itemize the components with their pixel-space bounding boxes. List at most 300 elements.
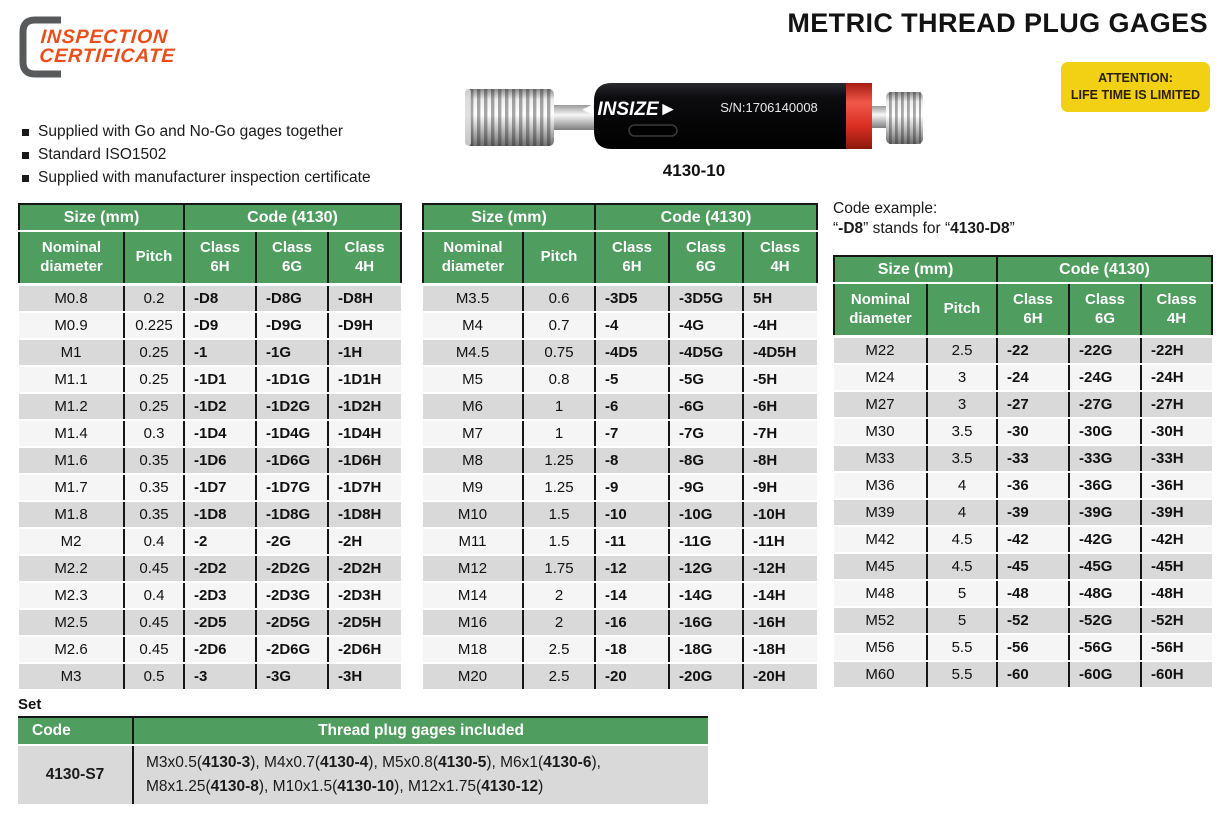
bold-code-text: 4130-D8 [950, 220, 1010, 238]
size-cell: 1.75 [523, 555, 595, 582]
table-row [423, 339, 817, 366]
code-cell: -27G [1069, 391, 1141, 418]
code-cell: -2D3G [256, 582, 328, 609]
code-cell: -33H [1141, 445, 1212, 472]
table-row [423, 393, 817, 420]
code-cell: -7G [669, 420, 743, 447]
code-cell: -7 [595, 420, 669, 447]
plain-text: ), [591, 754, 601, 771]
plain-text: ) [538, 778, 544, 796]
bold-code-text: 4130-8 [210, 778, 259, 796]
size-cell: 3 [927, 391, 997, 418]
code-cell: -1D7G [256, 474, 328, 501]
handle-slot [629, 125, 677, 136]
code-cell: -30 [997, 418, 1069, 445]
code-cell: -52G [1069, 607, 1141, 634]
gage-shaft-right [872, 106, 886, 128]
code-cell: -12G [669, 555, 743, 582]
table-row [423, 366, 817, 393]
table-row [834, 526, 1212, 553]
code-cell: -6 [595, 393, 669, 420]
code-cell: -60H [1141, 661, 1212, 688]
feature-item [22, 123, 371, 141]
size-cell: 0.25 [124, 366, 184, 393]
code-cell: -14 [595, 582, 669, 609]
code-cell: -D8G [256, 285, 328, 313]
set-included-items [133, 745, 708, 804]
code-cell: -33 [997, 445, 1069, 472]
code-cell: -1D6G [256, 447, 328, 474]
size-cell: 0.3 [124, 420, 184, 447]
code-cell: -D8 [184, 285, 256, 313]
size-cell: M3.5 [423, 285, 523, 313]
class-6g-header: Class 6G [1069, 283, 1141, 337]
code-cell: -1D6H [328, 447, 401, 474]
code-cell: -3D5 [595, 285, 669, 313]
sub-header-row [834, 283, 1212, 337]
size-cell: M4 [423, 312, 523, 339]
code-cell: -2D5G [256, 609, 328, 636]
code-cell: -20G [669, 663, 743, 690]
attention-line1: ATTENTION: [1098, 70, 1173, 85]
code-cell: -18H [743, 636, 817, 663]
code-cell: -7H [743, 420, 817, 447]
table-row [19, 420, 401, 447]
plain-text: ), M5x0.8( [368, 754, 439, 771]
code-cell: -2D2G [256, 555, 328, 582]
size-cell: 0.4 [124, 528, 184, 555]
size-cell: M24 [834, 364, 927, 391]
size-cell: M36 [834, 472, 927, 499]
code-cell: -30H [1141, 418, 1212, 445]
code-cell: -1D8 [184, 501, 256, 528]
code-cell: -2G [256, 528, 328, 555]
bold-code-text: 4130-5 [438, 754, 487, 771]
plain-text: ), M12x1.75( [394, 778, 482, 796]
table-row [423, 474, 817, 501]
code-cell: -60 [997, 661, 1069, 688]
code-cell: -52 [997, 607, 1069, 634]
code-cell: -1D6 [184, 447, 256, 474]
size-cell: M56 [834, 634, 927, 661]
table-row [19, 474, 401, 501]
code-cell: -8 [595, 447, 669, 474]
size-cell: 0.45 [124, 555, 184, 582]
logo-text [39, 28, 178, 66]
size-cell: M6 [423, 393, 523, 420]
code-cell: -22 [997, 337, 1069, 365]
size-cell: M2 [19, 528, 124, 555]
size-cell: 0.225 [124, 312, 184, 339]
code-cell: -5 [595, 366, 669, 393]
code-cell: -1D4 [184, 420, 256, 447]
size-cell: 4 [927, 499, 997, 526]
code-cell: -48G [1069, 580, 1141, 607]
code-cell: -8H [743, 447, 817, 474]
code-cell: -1D1G [256, 366, 328, 393]
size-cell: 0.7 [523, 312, 595, 339]
code-cell: -2D5 [184, 609, 256, 636]
code-cell: -24G [1069, 364, 1141, 391]
code-cell: -D9H [328, 312, 401, 339]
size-cell: M1.1 [19, 366, 124, 393]
code-cell: -60G [1069, 661, 1141, 688]
code-cell: -9G [669, 474, 743, 501]
code-cell: -39G [1069, 499, 1141, 526]
code-cell: -1D4H [328, 420, 401, 447]
code-cell: -9 [595, 474, 669, 501]
code-cell: -9H [743, 474, 817, 501]
code-cell: -45 [997, 553, 1069, 580]
size-cell: 0.35 [124, 501, 184, 528]
code-cell: -1D1H [328, 366, 401, 393]
set-code-header: Code [18, 717, 133, 745]
code-cell: -2H [328, 528, 401, 555]
code-cell: -24H [1141, 364, 1212, 391]
product-code-caption: 4130-10 [662, 161, 726, 180]
table-row [423, 636, 817, 663]
code-cell: -10 [595, 501, 669, 528]
code-cell: -18 [595, 636, 669, 663]
thread-plug-gage-photo [463, 76, 925, 164]
size-cell: M1.4 [19, 420, 124, 447]
code-cell: -20 [595, 663, 669, 690]
size-cell: 2 [523, 609, 595, 636]
code-cell: -4D5H [743, 339, 817, 366]
size-cell: M1.2 [19, 393, 124, 420]
code-cell: -14G [669, 582, 743, 609]
code-cell: -11G [669, 528, 743, 555]
set-items-line2 [146, 778, 543, 795]
code-cell: -4H [743, 312, 817, 339]
sub-header-row [423, 231, 817, 285]
size-cell: 2.5 [927, 337, 997, 365]
code-cell: -D9G [256, 312, 328, 339]
size-cell: 5 [927, 607, 997, 634]
attention-line2: LIFE TIME IS LIMITED [1070, 88, 1201, 102]
code-cell: -11 [595, 528, 669, 555]
code-cell: -1D2H [328, 393, 401, 420]
pitch-header: Pitch [523, 231, 595, 285]
size-cell: M2.3 [19, 582, 124, 609]
table-row [834, 418, 1212, 445]
plain-text: ), M6x1( [486, 754, 544, 771]
table-row [19, 582, 401, 609]
size-cell: M2.6 [19, 636, 124, 663]
code-cell: -2D6G [256, 636, 328, 663]
table-row [19, 555, 401, 582]
size-cell: M42 [834, 526, 927, 553]
class-4h-header: Class 4H [328, 231, 401, 285]
code-cell: -10H [743, 501, 817, 528]
table-row [423, 582, 817, 609]
bullet-square-icon [22, 175, 29, 182]
table-row [834, 661, 1212, 688]
size-cell: M20 [423, 663, 523, 690]
size-cell: 0.35 [124, 474, 184, 501]
plain-text: M8x1.25( [146, 778, 211, 796]
code-cell: -2D3 [184, 582, 256, 609]
nominal-diameter-header: Nominal diameter [423, 231, 523, 285]
code-cell: -2D6H [328, 636, 401, 663]
size-cell: M27 [834, 391, 927, 418]
nominal-diameter-header: Nominal diameter [834, 283, 927, 337]
table-row [834, 607, 1212, 634]
feature-item [22, 169, 371, 187]
size-cell: M3 [19, 663, 124, 690]
code-cell: -1D2 [184, 393, 256, 420]
size-cell: 1 [523, 393, 595, 420]
size-cell: M60 [834, 661, 927, 688]
size-cell: 4 [927, 472, 997, 499]
table-row [834, 499, 1212, 526]
feature-text: Supplied with Go and No-Go gages together [38, 123, 344, 140]
size-cell: 0.45 [124, 609, 184, 636]
size-cell: M1.8 [19, 501, 124, 528]
code-cell: -1D1 [184, 366, 256, 393]
code-cell: -D8H [328, 285, 401, 313]
set-table [18, 716, 708, 804]
page-title: METRIC THREAD PLUG GAGES [787, 8, 1208, 38]
feature-text: Standard ISO1502 [38, 146, 167, 163]
code-example-line2 [833, 219, 1015, 239]
code-cell: -36G [1069, 472, 1141, 499]
bold-code-text: 4130-12 [481, 778, 539, 796]
size-cell: M16 [423, 609, 523, 636]
code-cell: -56H [1141, 634, 1212, 661]
code-cell: -27 [997, 391, 1069, 418]
size-code-table-3 [833, 255, 1213, 689]
table-row [423, 528, 817, 555]
size-cell: 5.5 [927, 661, 997, 688]
code-cell: -16 [595, 609, 669, 636]
set-included-header: Thread plug gages included [133, 717, 708, 745]
code-cell: -3H [328, 663, 401, 690]
table-row [19, 285, 401, 313]
sub-header-row [19, 231, 401, 285]
size-cell: 0.5 [124, 663, 184, 690]
class-6g-header: Class 6G [256, 231, 328, 285]
table-row [423, 501, 817, 528]
size-cell: 2.5 [523, 663, 595, 690]
code-cell: -2D2 [184, 555, 256, 582]
code-cell: -45H [1141, 553, 1212, 580]
size-cell: 0.2 [124, 285, 184, 313]
size-cell: 0.6 [523, 285, 595, 313]
size-cell: 1.25 [523, 474, 595, 501]
code-cell: -6G [669, 393, 743, 420]
size-group-header: Size (mm) [19, 204, 184, 231]
nogo-red-band [846, 83, 872, 149]
size-cell: M22 [834, 337, 927, 365]
table-row [423, 555, 817, 582]
table-row [423, 663, 817, 690]
size-cell: 0.75 [523, 339, 595, 366]
code-cell: -4D5 [595, 339, 669, 366]
code-cell: -1D4G [256, 420, 328, 447]
code-cell: -1D7 [184, 474, 256, 501]
set-items-line1 [146, 754, 601, 771]
code-cell: -12H [743, 555, 817, 582]
serial-number-text: S/N:1706140008 [720, 100, 818, 115]
inspection-certificate-logo [18, 12, 208, 82]
size-cell: 1.25 [523, 447, 595, 474]
code-cell: -39 [997, 499, 1069, 526]
code-cell: 5H [743, 285, 817, 313]
table-row [19, 339, 401, 366]
class-6h-header: Class 6H [184, 231, 256, 285]
code-cell: -24 [997, 364, 1069, 391]
class-6h-header: Class 6H [595, 231, 669, 285]
set-data-row [18, 745, 708, 804]
class-4h-header: Class 4H [1141, 283, 1212, 337]
code-cell: -5G [669, 366, 743, 393]
size-cell: 4.5 [927, 553, 997, 580]
size-cell: 0.25 [124, 393, 184, 420]
plain-text: “ [833, 220, 839, 238]
code-cell: -52H [1141, 607, 1212, 634]
table-row [19, 366, 401, 393]
code-group-header: Code (4130) [184, 204, 401, 231]
code-group-header: Code (4130) [595, 204, 817, 231]
size-cell: 1 [523, 420, 595, 447]
size-cell: M14 [423, 582, 523, 609]
size-cell: 0.35 [124, 447, 184, 474]
size-cell: M39 [834, 499, 927, 526]
table-row [19, 528, 401, 555]
size-code-table-1 [18, 203, 402, 691]
code-cell: -27H [1141, 391, 1212, 418]
size-cell: M5 [423, 366, 523, 393]
table-row [834, 472, 1212, 499]
code-cell: -56G [1069, 634, 1141, 661]
table-row [423, 609, 817, 636]
code-cell: -33G [1069, 445, 1141, 472]
code-example [833, 199, 1015, 239]
size-cell: 0.25 [124, 339, 184, 366]
attention-badge [1061, 62, 1210, 112]
size-cell: 4.5 [927, 526, 997, 553]
code-cell: -42 [997, 526, 1069, 553]
code-cell: -45G [1069, 553, 1141, 580]
table-row [19, 663, 401, 690]
table-row [19, 312, 401, 339]
table-row [423, 420, 817, 447]
size-cell: M8 [423, 447, 523, 474]
table-row [19, 609, 401, 636]
code-cell: -D9 [184, 312, 256, 339]
code-cell: -1D2G [256, 393, 328, 420]
table-row [834, 634, 1212, 661]
go-gage-thread [465, 89, 554, 146]
code-cell: -42H [1141, 526, 1212, 553]
size-cell: M1.7 [19, 474, 124, 501]
code-cell: -16G [669, 609, 743, 636]
table-row [423, 285, 817, 313]
insize-brand-text: ◄INSIZE► [578, 99, 678, 120]
size-cell: M4.5 [423, 339, 523, 366]
size-cell: M10 [423, 501, 523, 528]
size-cell: 0.8 [523, 366, 595, 393]
code-cell: -2D2H [328, 555, 401, 582]
code-cell: -1H [328, 339, 401, 366]
code-cell: -1D7H [328, 474, 401, 501]
code-cell: -22H [1141, 337, 1212, 365]
code-cell: -56 [997, 634, 1069, 661]
code-cell: -1 [184, 339, 256, 366]
pitch-header: Pitch [927, 283, 997, 337]
size-cell: 3.5 [927, 445, 997, 472]
size-cell: M12 [423, 555, 523, 582]
code-cell: -1D8G [256, 501, 328, 528]
size-cell: M33 [834, 445, 927, 472]
pitch-header: Pitch [124, 231, 184, 285]
set-header-row [18, 717, 708, 745]
size-cell: 1.5 [523, 501, 595, 528]
feature-item [22, 146, 371, 164]
size-cell: M1.6 [19, 447, 124, 474]
code-cell: -5H [743, 366, 817, 393]
size-cell: 5 [927, 580, 997, 607]
code-cell: -22G [1069, 337, 1141, 365]
code-cell: -2D3H [328, 582, 401, 609]
table-row [423, 312, 817, 339]
code-cell: -3 [184, 663, 256, 690]
size-cell: 3.5 [927, 418, 997, 445]
class-4h-header: Class 4H [743, 231, 817, 285]
size-cell: 1.5 [523, 528, 595, 555]
code-example-line1: Code example: [833, 200, 938, 217]
size-cell: M0.8 [19, 285, 124, 313]
size-cell: 3 [927, 364, 997, 391]
size-cell: 0.4 [124, 582, 184, 609]
code-cell: -3D5G [669, 285, 743, 313]
plain-text: ), M10x1.5( [258, 778, 338, 796]
bold-code-text: -D8 [838, 220, 864, 238]
table-row [834, 553, 1212, 580]
table-row [834, 445, 1212, 472]
table-row [834, 337, 1212, 365]
table-row [19, 501, 401, 528]
plain-text: ” [1009, 220, 1015, 238]
code-cell: -1D8H [328, 501, 401, 528]
code-cell: -16H [743, 609, 817, 636]
code-cell: -36H [1141, 472, 1212, 499]
code-cell: -1G [256, 339, 328, 366]
feature-text: Supplied with manufacturer inspection certificate [38, 169, 371, 186]
feature-list [22, 123, 371, 192]
bold-code-text: 4130-3 [202, 754, 251, 771]
code-cell: -36 [997, 472, 1069, 499]
size-cell: M0.9 [19, 312, 124, 339]
code-cell: -2D6 [184, 636, 256, 663]
size-cell: M2.2 [19, 555, 124, 582]
code-cell: -14H [743, 582, 817, 609]
code-cell: -4 [595, 312, 669, 339]
code-cell: -6H [743, 393, 817, 420]
table-row [423, 447, 817, 474]
table-row [19, 447, 401, 474]
code-cell: -4D5G [669, 339, 743, 366]
size-cell: M18 [423, 636, 523, 663]
code-cell: -8G [669, 447, 743, 474]
size-group-header: Size (mm) [834, 256, 997, 283]
bold-code-text: 4130-6 [543, 754, 592, 771]
code-cell: -20H [743, 663, 817, 690]
size-cell: M1 [19, 339, 124, 366]
size-cell: M30 [834, 418, 927, 445]
plain-text: ” stands for “ [863, 220, 951, 238]
